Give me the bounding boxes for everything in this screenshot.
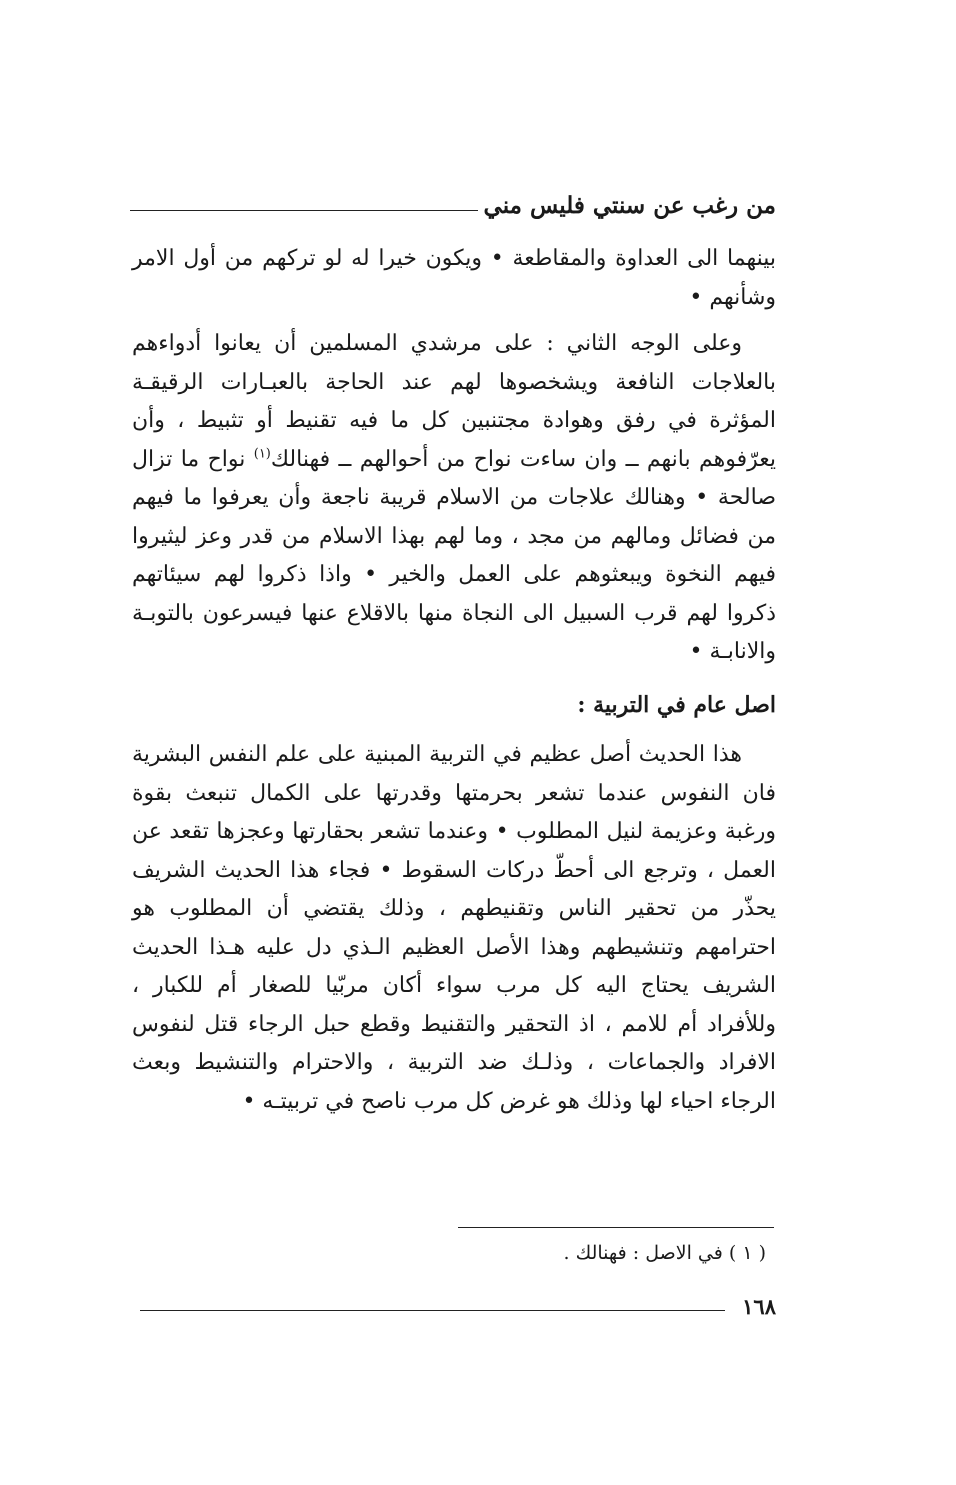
running-header [130, 188, 776, 222]
paragraph-text-part-1: وعلى الوجه الثاني : على مرشدي المسلمين أن يعانوا أدواءهم بالعلاجات النافعة ويشخصوها لهم عند الحاجة بالعبـارات الرقيقـة المؤثرة في رفق وهوادة مجتنبين كل ما فيه تقنيط أو تثبيط ، وأن يعرّفوهم بانهم ــ وان ساءت نواح من أحوالهم ــ فهنالك [132, 331, 776, 472]
running-header-title: من رغب عن سنتي فليس مني [483, 191, 776, 219]
paragraph-continuation: بينهما الى العداوة والمقاطعة • ويكون خيرا له لو تركهم من أول الامر وشأنهم • [132, 246, 776, 310]
bottom-rule [140, 1310, 725, 1311]
page-number: ١٦٨ [742, 1294, 776, 1319]
footnote-rule [458, 1227, 774, 1228]
paragraph-text-part-2: نواح ما تزال صالحة • وهنالك علاجات من الاسلام قريبة ناجعة وأن يعرفوا ما فيهم من فضائل ومالهم من مجد ، وما لهم بهذا الاسلام من قدر وعز ليثيروا فيهم النخوة ويبعثوهم على العمل والخير • واذا ذكروا لهم سيئاتهم ذكروا لهم قرب السبيل الى النجاة منها بالاقلاع عنها فيسرعون بالتوبـة والانابـة • [132, 446, 776, 664]
header-rule [130, 210, 478, 211]
section-heading: اصل عام في التربية : [577, 691, 776, 718]
paragraph-education-principle: هذا الحديث أصل عظيم في التربية المبنية على علم النفس البشرية فان النفوس عندما تشعر بحرمتها وقدرتها على الكمال تنبعث بقوة ورغبة وعزيمة لنيل المطلوب • وعندما تشعر بحقارتها وعجزها تقعد عن العمل ، وترجع الى أحطّ دركات السقوط • فجاء هذا الحديث الشريف يحذّر من تحقير الناس وتقنيطهم ، وذلك يقتضي أن المطلوب هو احترامهم وتنشيطهم وهذا الأصل العظيم الـذي دل عليه هـذا الحديث الشريف يحتاج اليه كل مرب سواء أكان مربّيا للصغار أم للكبار ، وللأفراد أم للامم ، اذ التحقير والتقنيط وقطع حبل الرجاء قتل لنفوس الافراد والجماعات ، وذلـك ضد التربية ، والاحترام والتنشيط وبعث الرجاء احياء لها وذلك هو غرض كل مرب ناصح في تربيتـه • [132, 742, 776, 1114]
footnote: ( ١ ) في الاصل : فهنالك . [563, 1242, 766, 1264]
footnote-reference: (١) [253, 446, 271, 462]
paragraph-second-aspect [132, 325, 776, 672]
body-text [132, 240, 776, 1121]
